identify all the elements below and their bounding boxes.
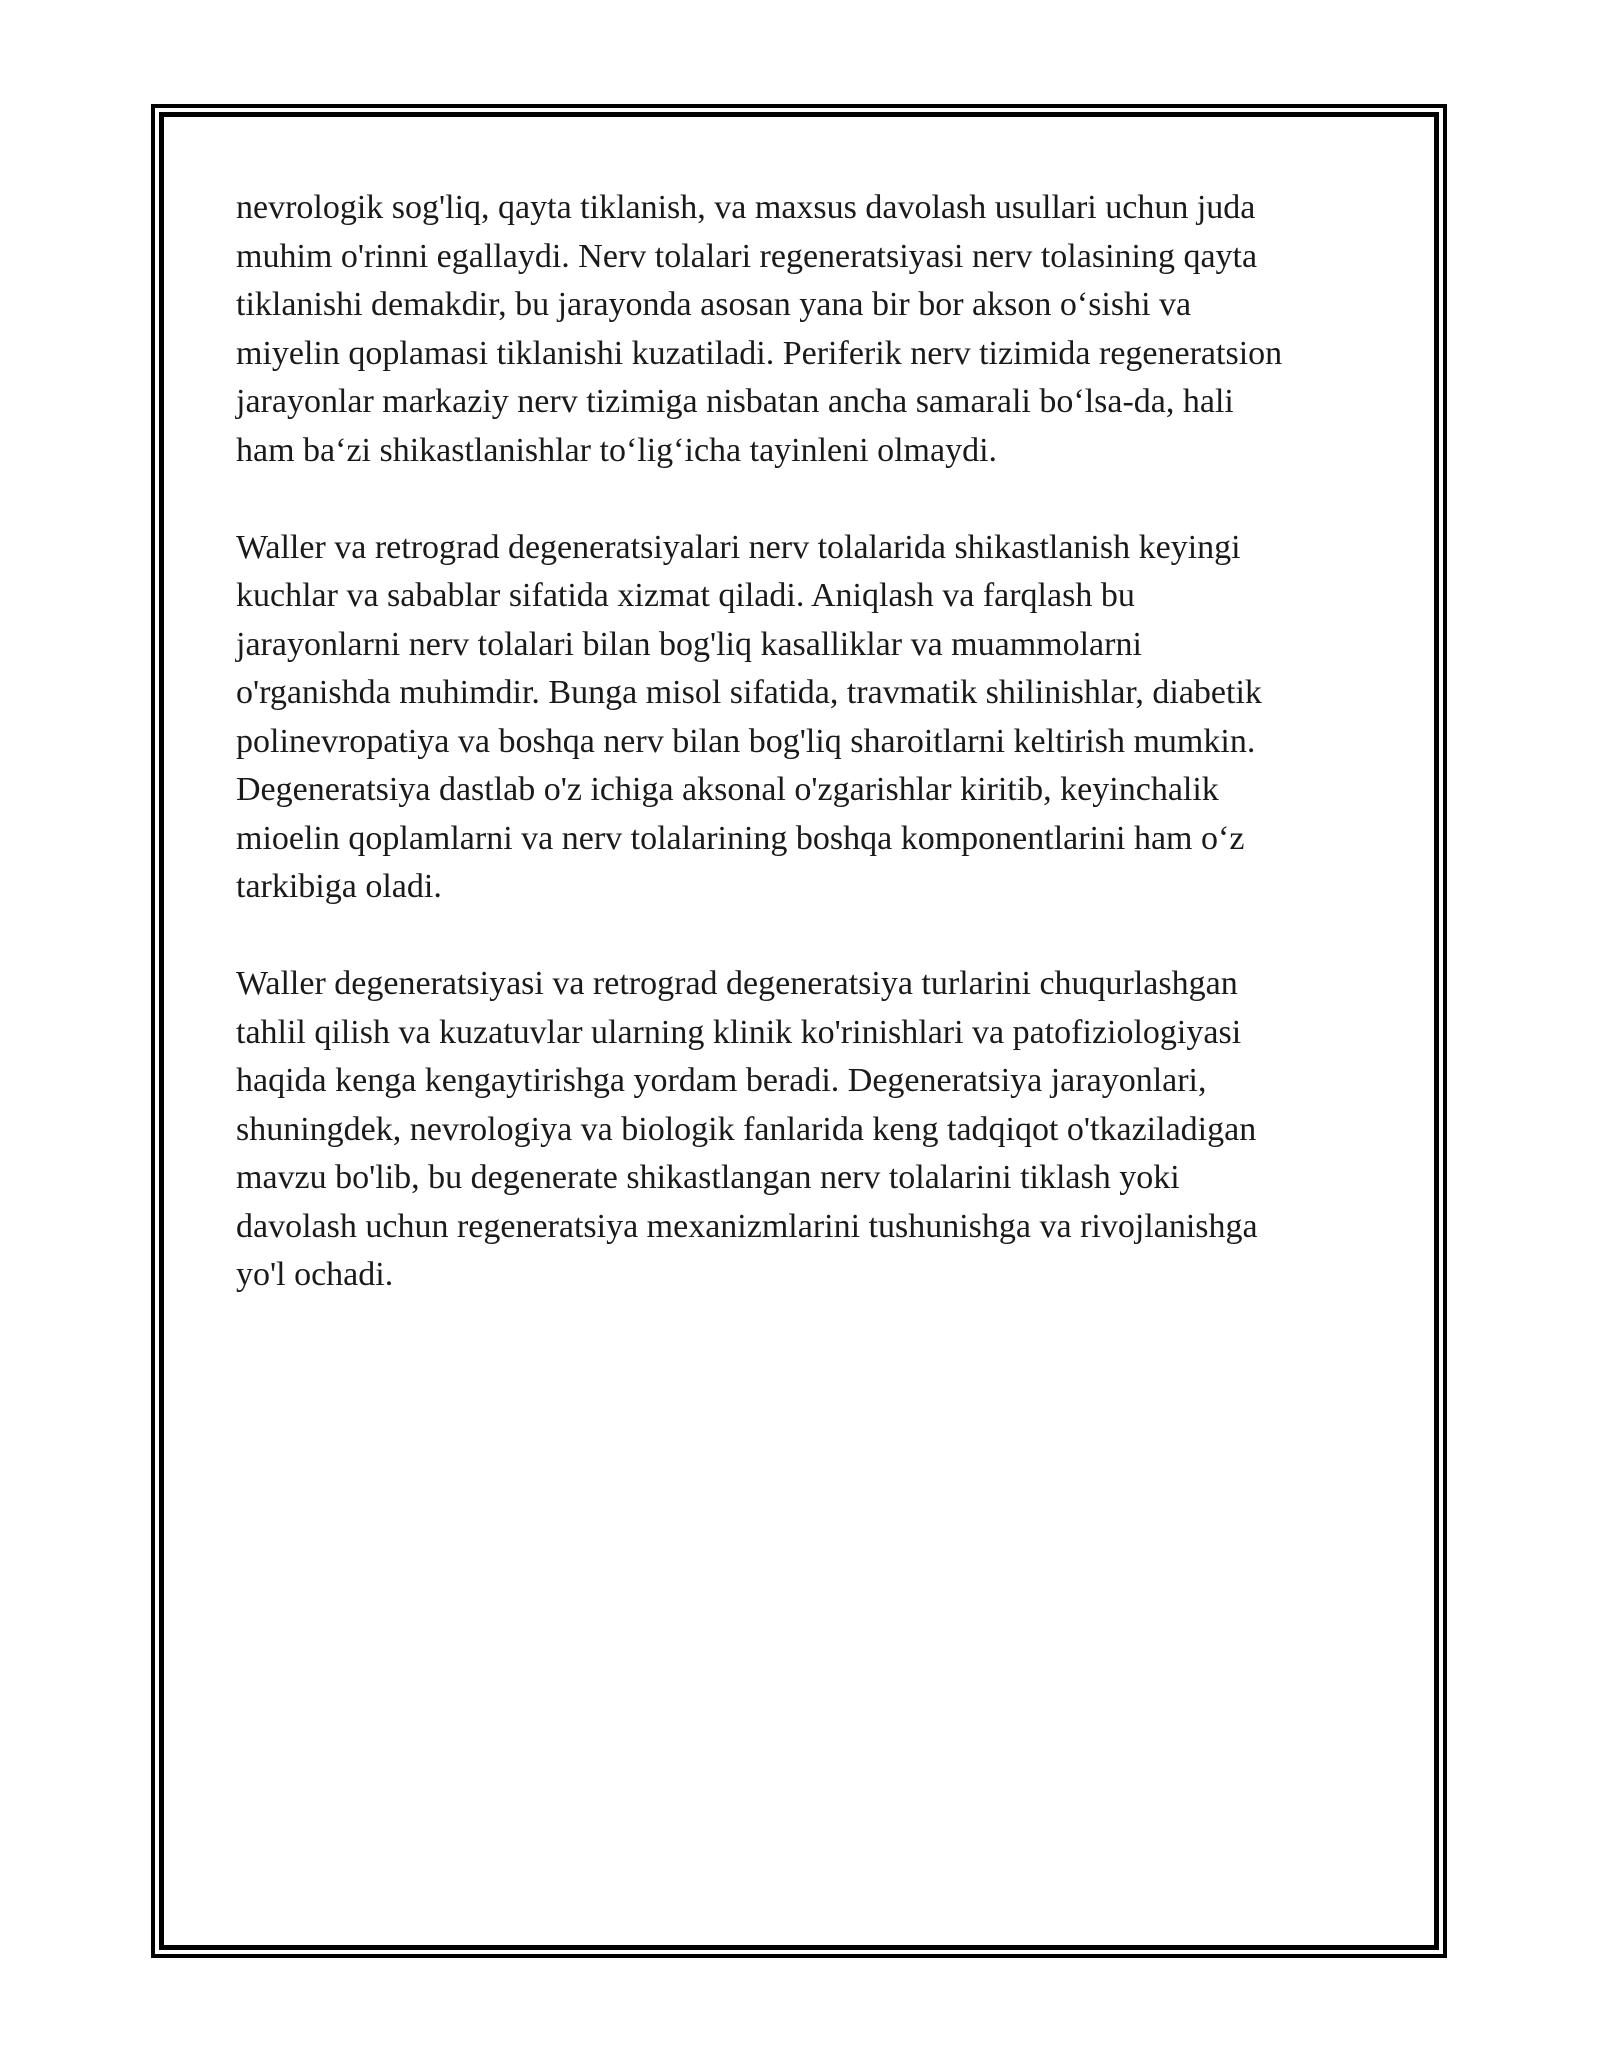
paragraph-2 bbox=[236, 524, 1366, 912]
text-line: muhim o'rinni egallaydi. Nerv tolalari regeneratsiyasi nerv tolasining qayta bbox=[236, 237, 1258, 275]
text-line: mavzu bo'lib, bu degenerate shikastlangan nerv tolalarini tiklash yoki bbox=[236, 1159, 1180, 1196]
text-line: miyelin qoplamasi tiklanishi kuzatiladi. Periferik nerv tizimida regeneratsion bbox=[236, 334, 1283, 372]
text-line: ham ba‘zi shikastlanishlar to‘lig‘icha tayinleni olmaydi. bbox=[236, 431, 998, 469]
text-line: kuchlar va sabablar sifatida xizmat qiladi. Aniqlash va farqlash bu bbox=[236, 577, 1135, 614]
text-line: o'rganishda muhimdir. Bunga misol sifatida, travmatik shilinishlar, diabetik bbox=[236, 674, 1262, 711]
text-line: haqida kenga kengaytirishga yordam beradi. Degeneratsiya jarayonlari, bbox=[236, 1062, 1207, 1099]
text-line: tiklanishi demakdir, bu jarayonda asosan yana bir bor akson o‘sishi va bbox=[236, 286, 1192, 323]
document-body bbox=[236, 184, 1366, 1348]
text-line: tahlil qilish va kuzatuvlar ularning klinik ko'rinishlari va patofiziologiyasi bbox=[236, 1013, 1242, 1051]
text-line: Waller va retrograd degeneratsiyalari nerv tolalarida shikastlanish keyingi bbox=[236, 528, 1241, 566]
text-line: tarkibiga oladi. bbox=[236, 868, 442, 905]
text-line: Degeneratsiya dastlab o'z ichiga aksonal o'zgarishlar kiritib, keyinchalik bbox=[236, 771, 1219, 808]
text-line: nevrologik sog'liq, qayta tiklanish, va maxsus davolash usullari uchun juda bbox=[236, 189, 1256, 226]
paragraph-1 bbox=[236, 184, 1366, 475]
text-line: shuningdek, nevrologiya va biologik fanlarida keng tadqiqot o'tkaziladigan bbox=[236, 1110, 1257, 1148]
paragraph-3 bbox=[236, 960, 1366, 1300]
text-line: Waller degeneratsiyasi va retrograd degeneratsiya turlarini chuqurlashgan bbox=[236, 965, 1238, 1002]
text-line: jarayonlarni nerv tolalari bilan bog'liq kasalliklar va muammolarni bbox=[236, 625, 1142, 663]
text-line: yo'l ochadi. bbox=[236, 1256, 394, 1293]
text-line: jarayonlar markaziy nerv tizimiga nisbatan ancha samarali bo‘lsa-da, hali bbox=[236, 383, 1234, 420]
text-line: polinevropatiya va boshqa nerv bilan bog'liq sharoitlarni keltirish mumkin. bbox=[236, 722, 1256, 760]
text-line: davolash uchun regeneratsiya mexanizmlarini tushunishga va rivojlanishga bbox=[236, 1207, 1258, 1245]
text-line: mioelin qoplamlarni va nerv tolalarining boshqa komponentlarini ham o‘z bbox=[236, 819, 1245, 857]
